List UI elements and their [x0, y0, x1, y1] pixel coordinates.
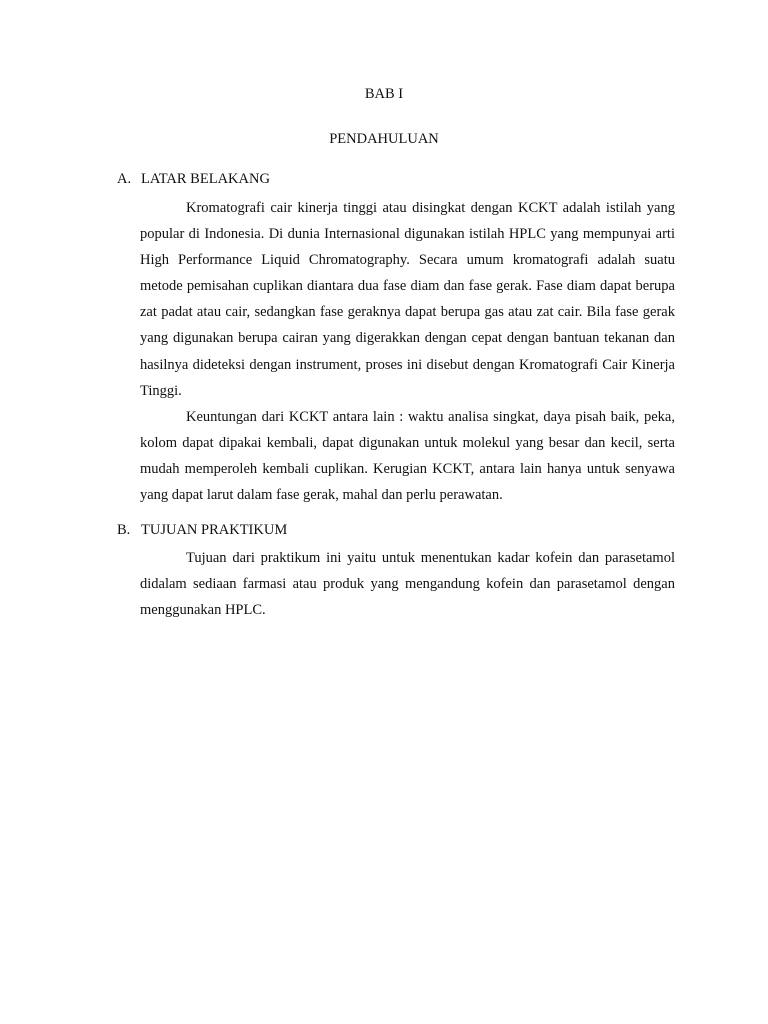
chapter-title: PENDAHULUAN [329, 131, 439, 147]
paragraph: Keuntungan dari KCKT antara lain : waktu analisa singkat, daya pisah baik, peka, kolom dapat dipakai kembali, dapat digunakan untuk molekul yang besar dan kecil, serta mudah memperoleh kembali cuplikan. Kerugian KCKT, antara lain hanya untuk senyawa yang dapat larut dalam fase gerak, mahal dan perlu perawatan. [140, 408, 675, 504]
chapter-label-text: BAB I [364, 86, 404, 102]
section-body-latar-belakang [140, 195, 675, 508]
paragraph: Tujuan dari praktikum ini yaitu untuk menentukan kadar kofein dan parasetamol didalam sediaan farmasi atau produk yang mengandung kofein dan parasetamol dengan menggunakan HPLC. [140, 550, 675, 619]
section-number: B. [117, 522, 131, 538]
section-heading-latar-belakang [117, 171, 270, 188]
section-heading-text: LATAR BELAKANG [141, 171, 270, 187]
section-body-tujuan-praktikum [140, 545, 675, 623]
chapter-label [0, 86, 768, 103]
section-heading-tujuan-praktikum [117, 522, 287, 539]
paragraph: Kromatografi cair kinerja tinggi atau disingkat dengan KCKT adalah istilah yang popular di Indonesia. Di dunia Internasional digunakan istilah HPLC yang mempunyai arti High Performance Liquid Chromatography. Secara umum kromatografi adalah suatu metode pemisahan cuplikan diantara dua fase diam dan fase gerak. Fase diam dapat berupa zat padat atau cair, sedangkan fase geraknya dapat berupa gas atau zat cair. Bila fase gerak yang digunakan berupa cairan yang digerakkan dengan cepat dengan bantuan tekanan dan hasilnya dideteksi dengan instrument, proses ini disebut dengan Kromatografi Cair Kinerja Tinggi. [140, 200, 675, 399]
section-number: A. [117, 171, 132, 187]
section-heading-text: TUJUAN PRAKTIKUM [141, 522, 288, 538]
